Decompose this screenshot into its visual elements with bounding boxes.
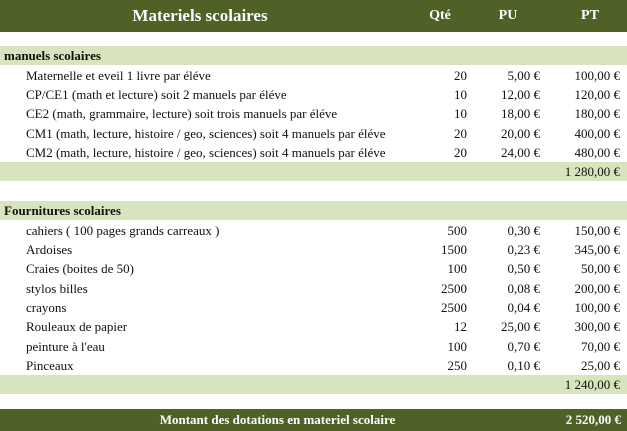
section-header-fournitures	[0, 201, 627, 220]
item-unit-price: 0,30 €	[507, 223, 540, 238]
item-label: CM1 (math, lecture, histoire / geo, sciences) soit 4 manuels par éléve	[26, 126, 386, 141]
table-row	[0, 124, 627, 143]
table-row	[0, 279, 627, 298]
item-total-price: 400,00 €	[574, 126, 620, 141]
item-qty: 20	[454, 145, 467, 160]
item-total-price: 100,00 €	[574, 68, 620, 83]
item-label: CP/CE1 (math et lecture) soit 2 manuels par éléve	[26, 87, 287, 102]
item-total-price: 150,00 €	[574, 223, 620, 238]
item-total-price: 25,00 €	[581, 358, 620, 373]
item-label: stylos billes	[26, 281, 88, 296]
item-qty: 2500	[441, 300, 467, 315]
section-total: 1 280,00 €	[564, 164, 620, 179]
item-total-price: 180,00 €	[574, 106, 620, 121]
section-title: Fournitures scolaires	[4, 203, 121, 218]
item-label: CM2 (math, lecture, histoire / geo, sciences) soit 4 manuels par éléve	[26, 145, 386, 160]
item-label: crayons	[26, 300, 67, 315]
table-row	[0, 337, 627, 356]
item-qty: 12	[454, 319, 467, 334]
item-unit-price: 12,00 €	[501, 87, 540, 102]
item-unit-price: 0,10 €	[507, 358, 540, 373]
item-label: Pinceaux	[26, 358, 74, 373]
item-label: CE2 (math, grammaire, lecture) soit trois manuels par éléve	[26, 106, 338, 121]
item-total-price: 100,00 €	[574, 300, 620, 315]
section-total-row	[0, 375, 627, 394]
table-row	[0, 356, 627, 375]
section-total-row	[0, 162, 627, 181]
table-row	[0, 240, 627, 259]
table-row	[0, 85, 627, 104]
item-label: cahiers ( 100 pages grands carreaux )	[26, 223, 220, 238]
item-unit-price: 5,00 €	[507, 68, 540, 83]
column-header-qty: Qté	[429, 8, 451, 23]
item-qty: 250	[447, 358, 467, 373]
item-label: Rouleaux de papier	[26, 319, 128, 334]
item-total-price: 345,00 €	[574, 242, 620, 257]
table-header	[0, 0, 627, 32]
table-row	[0, 298, 627, 317]
table-row	[0, 259, 627, 278]
item-label: Maternelle et eveil 1 livre par éléve	[26, 68, 211, 83]
item-label: Ardoises	[26, 242, 73, 257]
item-total-price: 50,00 €	[581, 261, 620, 276]
item-qty: 500	[447, 223, 467, 238]
table-row	[0, 104, 627, 123]
item-qty: 10	[454, 87, 467, 102]
item-qty: 100	[447, 261, 467, 276]
item-unit-price: 18,00 €	[501, 106, 540, 121]
table-row	[0, 143, 627, 162]
table-row	[0, 317, 627, 336]
item-unit-price: 0,04 €	[507, 300, 540, 315]
item-unit-price: 25,00 €	[501, 319, 540, 334]
item-total-price: 200,00 €	[574, 281, 620, 296]
grand-total-row	[0, 409, 627, 431]
section-total: 1 240,00 €	[564, 377, 620, 392]
item-unit-price: 20,00 €	[501, 126, 540, 141]
item-unit-price: 0,23 €	[507, 242, 540, 257]
item-total-price: 70,00 €	[581, 339, 620, 354]
column-header-pu: PU	[498, 8, 518, 23]
item-qty: 10	[454, 106, 467, 121]
item-qty: 100	[447, 339, 467, 354]
item-unit-price: 0,08 €	[507, 281, 540, 296]
grand-total-label: Montant des dotations en materiel scolaire	[159, 412, 396, 427]
item-total-price: 480,00 €	[574, 145, 620, 160]
item-unit-price: 0,50 €	[507, 261, 540, 276]
section-title: manuels scolaires	[4, 48, 101, 63]
table-row	[0, 66, 627, 85]
item-qty: 2500	[441, 281, 467, 296]
item-qty: 20	[454, 68, 467, 83]
item-label: Craies (boites de 50)	[26, 261, 134, 276]
item-unit-price: 0,70 €	[507, 339, 540, 354]
page-title: Materiels scolaires	[132, 6, 268, 25]
item-qty: 1500	[441, 242, 467, 257]
item-total-price: 300,00 €	[574, 319, 620, 334]
item-label: peinture à l'eau	[26, 339, 105, 354]
item-total-price: 120,00 €	[574, 87, 620, 102]
section-header-manuels	[0, 46, 627, 65]
grand-total-value: 2 520,00 €	[565, 412, 621, 427]
column-header-pt: PT	[581, 8, 599, 23]
item-unit-price: 24,00 €	[501, 145, 540, 160]
item-qty: 20	[454, 126, 467, 141]
table-row	[0, 221, 627, 240]
